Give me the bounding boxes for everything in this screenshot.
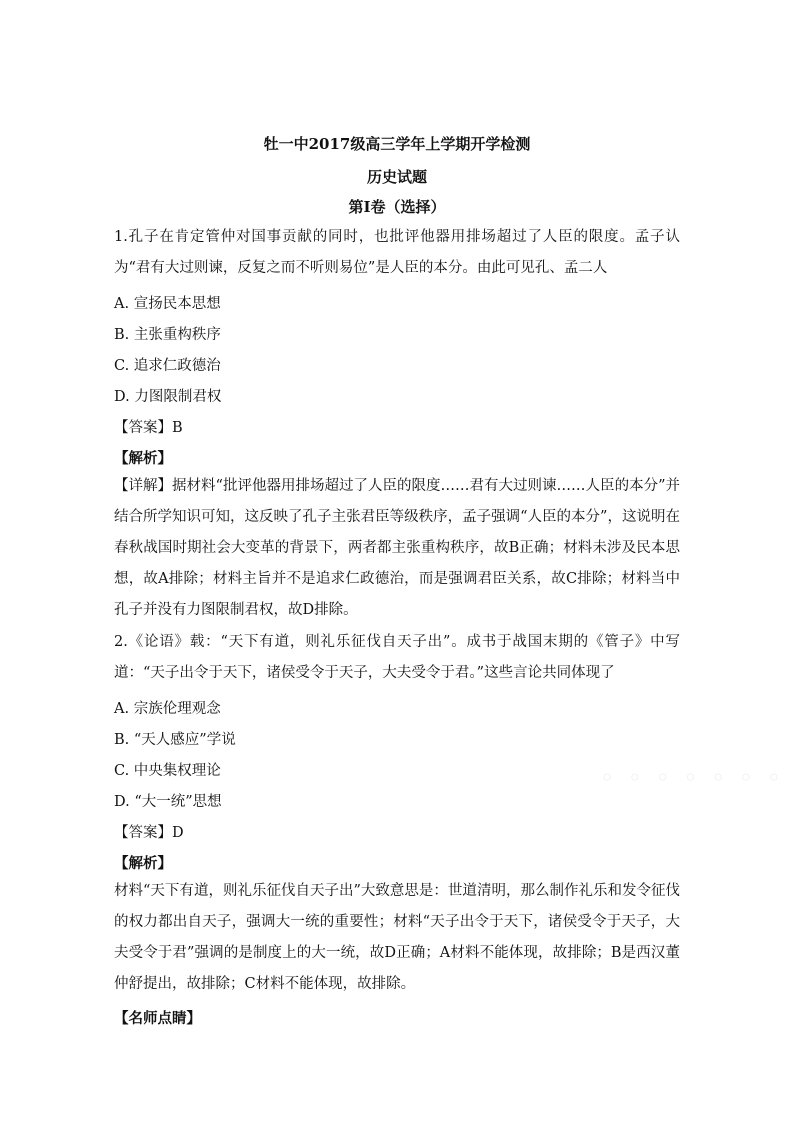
faint-watermark: ◦ ◦ ◦ ◦ ◦ ◦ ◦: [600, 764, 784, 792]
q2-teacher-note: 【名师点睛】: [114, 1010, 201, 1027]
q1-detail: 【详解】据材料“批评他器用排场超过了人臣的限度……君有大过则谏……人臣的本分”并结合所学知识可知，这反映了孔子主张君臣等级秩序，孟子强调“人臣的本分”，这说明在春秋战国时期社会大变革的背景下，两者都主张重构秩序，故B正确；材料未涉及民本思想，故A排除；材料主旨并不是追求仁政德治，而是强调君臣关系，故C排除；材料当中孔子并没有力图限制君权，故D排除。: [114, 478, 681, 618]
section-title: 第Ⅰ卷（选择）: [348, 198, 446, 216]
q2-analysis-label: 【解析】: [114, 855, 172, 872]
q1-answer: 【答案】B: [114, 420, 183, 436]
q2-stem: 2.《论语》载：“天下有道，则礼乐征伐自天子出”。成书于战国末期的《管子》中写道：“天子出令于天下，诸侯受令于天子，大夫受令于君。”这些言论共同体现了: [114, 634, 680, 681]
q1-option-b: B. 主张重构秩序: [114, 327, 221, 343]
exam-title: 牡一中2017级高三学年上学期开学检测: [263, 135, 531, 153]
q2-option-d: D. “大一统”思想: [114, 794, 222, 810]
q1-analysis-label: 【解析】: [114, 450, 172, 467]
q2-option-b: B. “天人感应”学说: [114, 732, 236, 748]
q1-option-c: C. 追求仁政德治: [114, 358, 221, 374]
q1-option-a: A. 宣扬民本思想: [114, 296, 221, 312]
q1-option-d: D. 力图限制君权: [114, 389, 222, 405]
q2-analysis: 材料“天下有道，则礼乐征伐自天子出”大致意思是：世道清明，那么制作礼乐和发令征伐的权力都出自天子，强调大一统的重要性；材料“天子出令于天下，诸侯受令于天子，大夫受令于君”强调的是制度上的大一统，故D正确；A材料不能体现，故排除；B是西汉董仲舒提出，故排除；C材料不能体现，故排除。: [114, 883, 680, 992]
exam-subject: 历史试题: [366, 168, 427, 186]
q2-option-a: A. 宗族伦理观念: [114, 701, 221, 717]
q2-answer: 【答案】D: [114, 825, 184, 841]
q2-option-c: C. 中央集权理论: [114, 763, 221, 779]
q1-stem: 1.孔子在肯定管仲对国事贡献的同时，也批评他器用排场超过了人臣的限度。孟子认为“君有大过则谏，反复之而不听则易位”是人臣的本分。由此可见孔、孟二人: [114, 229, 680, 276]
